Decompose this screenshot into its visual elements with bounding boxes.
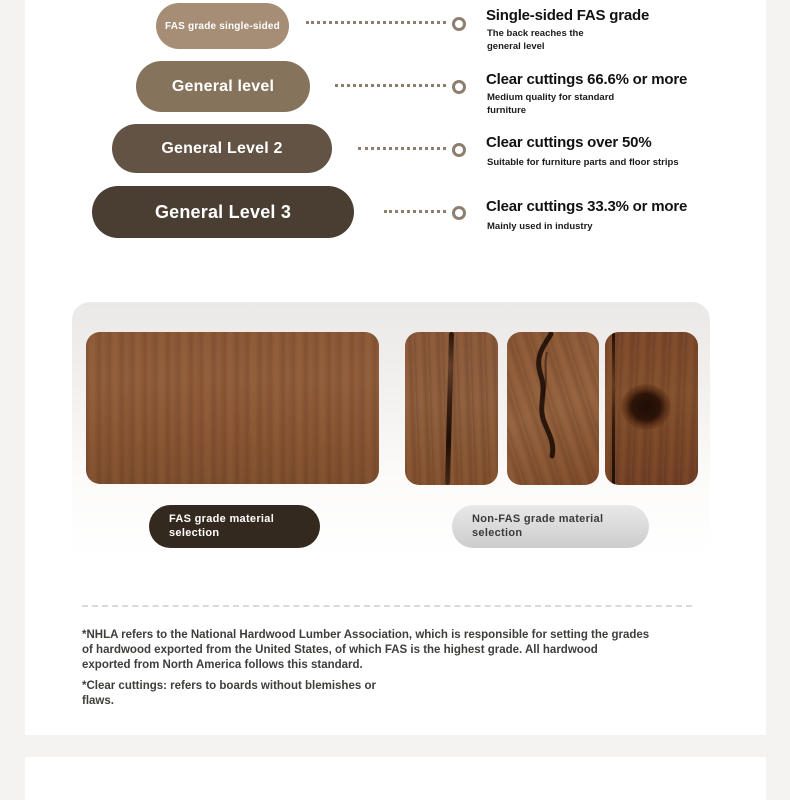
- grade-title: Clear cuttings 66.6% or more: [486, 71, 688, 88]
- wood-bark-inclusion: [507, 332, 599, 485]
- circle-marker-icon: [452, 17, 466, 31]
- footnote-line: flaws.: [82, 695, 114, 707]
- grade-title: Single-sided FAS grade: [486, 7, 650, 24]
- wood-crack: [445, 332, 454, 485]
- non-fas-wood-crack-image: [405, 332, 498, 485]
- footnote-clear-cuttings: [82, 679, 376, 709]
- wood-knot: [621, 384, 671, 430]
- grade-description: [487, 221, 593, 234]
- non-fas-wood-bark-image: [507, 332, 599, 485]
- next-section-card: [25, 757, 766, 800]
- footnote-nhla: [82, 628, 649, 673]
- fas-grade-selection-label: [149, 505, 320, 548]
- selection-label-line: Non-FAS grade material: [472, 513, 604, 525]
- footnote-line: exported from North America follows this standard.: [82, 659, 363, 671]
- grade-pill-general-level-2: General Level 2: [112, 124, 332, 173]
- grade-pill-general-level: General level: [136, 61, 310, 112]
- grade-title: Clear cuttings over 50%: [486, 134, 652, 151]
- grade-title: Clear cuttings 33.3% or more: [486, 198, 688, 215]
- footnote-line: *NHLA refers to the National Hardwood Lumber Association, which is responsible for setting the grades: [82, 629, 650, 641]
- grade-description: [487, 92, 614, 117]
- grade-pill-fas-single-sided: FAS grade single-sided: [156, 3, 289, 49]
- grade-description-line: Suitable for furniture parts and floor strips: [487, 157, 679, 168]
- footnote-line: *Clear cuttings: refers to boards without blemishes or: [82, 680, 376, 692]
- selection-label-line: selection: [472, 526, 523, 539]
- grade-description-line: general level: [487, 40, 545, 52]
- grade-description-line: Medium quality for standard: [487, 92, 615, 103]
- dotted-connector-line: [306, 21, 446, 24]
- dotted-connector-line: [358, 147, 446, 150]
- dotted-connector-line: [335, 84, 446, 87]
- circle-marker-icon: [452, 206, 466, 220]
- grade-pill-general-level-3: General Level 3: [92, 186, 354, 238]
- circle-marker-icon: [452, 80, 466, 94]
- dashed-divider: [82, 605, 692, 607]
- grade-description: [487, 157, 679, 170]
- grade-description: [487, 28, 584, 53]
- grade-description-line: Mainly used in industry: [487, 221, 593, 232]
- grade-description-line: The back reaches the: [487, 28, 584, 39]
- selection-label-line: FAS grade material: [169, 513, 275, 525]
- circle-marker-icon: [452, 143, 466, 157]
- dotted-connector-line: [384, 210, 446, 213]
- wood-crack: [612, 332, 615, 485]
- non-fas-wood-knot-image: [605, 332, 698, 485]
- non-fas-grade-selection-label: [452, 505, 649, 548]
- fas-grade-wood-board-image: [86, 332, 379, 484]
- selection-label-line: selection: [169, 526, 220, 539]
- grade-description-line: furniture: [487, 104, 527, 116]
- footnote-line: of hardwood exported from the United States, of which FAS is the highest grade. All hardwood: [82, 644, 598, 656]
